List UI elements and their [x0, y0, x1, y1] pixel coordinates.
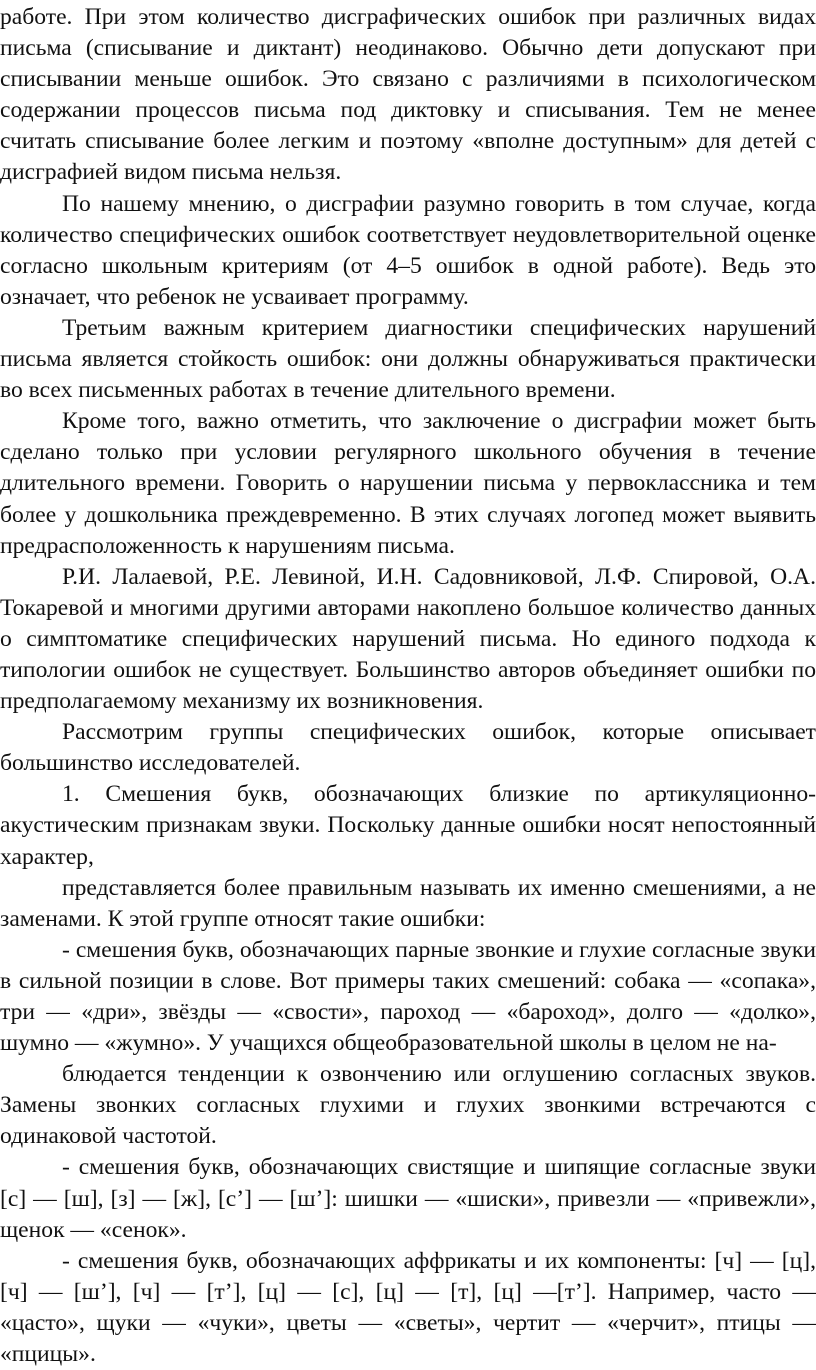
paragraph-12: - смешения букв, обозначающих аффрикаты и их компоненты: [ч] — [ц], [ч] — [ш’], [ч] — [т’], [ц] — [с], [ц] — [т], [ц] —[т’]. Например, часто — «цасто», щуки — «чуки», цветы — «светы», чертит — «черчит», птицы — «пцицы».	[0, 1247, 816, 1368]
paragraph-9: - смешения букв, обозначающих парные звонкие и глухие согласные звуки в сильной позиции в слове. Вот примеры таких смешений: собака — «сопака», три — «дри», звёзды — «свости», пароход — «бароход», долго — «долко», шумно — «жумно». У учащихся общеобразовательной школы в целом не на-	[0, 936, 816, 1057]
paragraph-4: Кроме того, важно отметить, что заключение о дисграфии может быть сделано только при условии регулярного школьного обучения в течение длительного времени. Говорить о нарушении письма у первоклассника и тем более у дошкольника преждевременно. В этих случаях логопед может выявить предрасположенность к нарушениям письма.	[0, 408, 816, 559]
paragraph-11: - смешения букв, обозначающих свистящие и шипящие согласные звуки [с] — [ш], [з] — [ж], [с’] — [ш’]: шишки — «шиски», привезли — «привежли», щенок — «сенок».	[0, 1154, 816, 1243]
paragraph-6: Рассмотрим группы специфических ошибок, которые описывает большинство исследователей.	[0, 719, 816, 777]
paragraph-3: Третьим важным критерием диагностики специфических нарушений письма является стойкость ошибок: они должны обнаруживаться практически во всех письменных работах в течение длительного времени.	[0, 314, 816, 404]
paragraph-2: По нашему мнению, о дисграфии разумно говорить в том случае, когда количество специфических ошибок соответствует неудовлетворительной оценке согласно школьным критериям (от 4–5 ошибок в одной работе). Ведь это означает, что ребенок не усваивает программу.	[0, 190, 816, 310]
paragraph-10: блюдается тенденции к озвончению или оглушению согласных звуков. Замены звонких согласных глухими и глухих звонкими встречаются с одинаковой частотой.	[0, 1061, 816, 1150]
paragraph-7: 1. Смешения букв, обозначающих близкие по артикуляционно-акустическим признакам звуки. Поскольку данные ошибки носят непостоянный характер,	[0, 781, 816, 870]
paragraph-5: Р.И. Лалаевой, Р.Е. Левиной, И.Н. Садовниковой, Л.Ф. Спировой, О.А. Токаревой и многими другими авторами накоплено большое количество данных о симптоматике специфических нарушений письма. Но единого подхода к типологии ошибок не существует. Большинство авторов объединяет ошибки по предполагаемому механизму их возникновения.	[0, 563, 816, 715]
paragraph-8: представляется более правильным называть их именно смешениями, а не заменами. К этой группе относят такие ошибки:	[0, 874, 816, 932]
paragraph-1: работе. При этом количество дисграфических ошибок при различных видах письма (списывание и диктант) неодинаково. Обычно дети допускают при списывании меньше ошибок. Это связано с различиями в психологическом содержании процессов письма под диктовку и списывания. Тем не менее считать списывание более легким и поэтому «вполне доступным» для детей с дисграфией видом письма нельзя.	[0, 4, 816, 186]
